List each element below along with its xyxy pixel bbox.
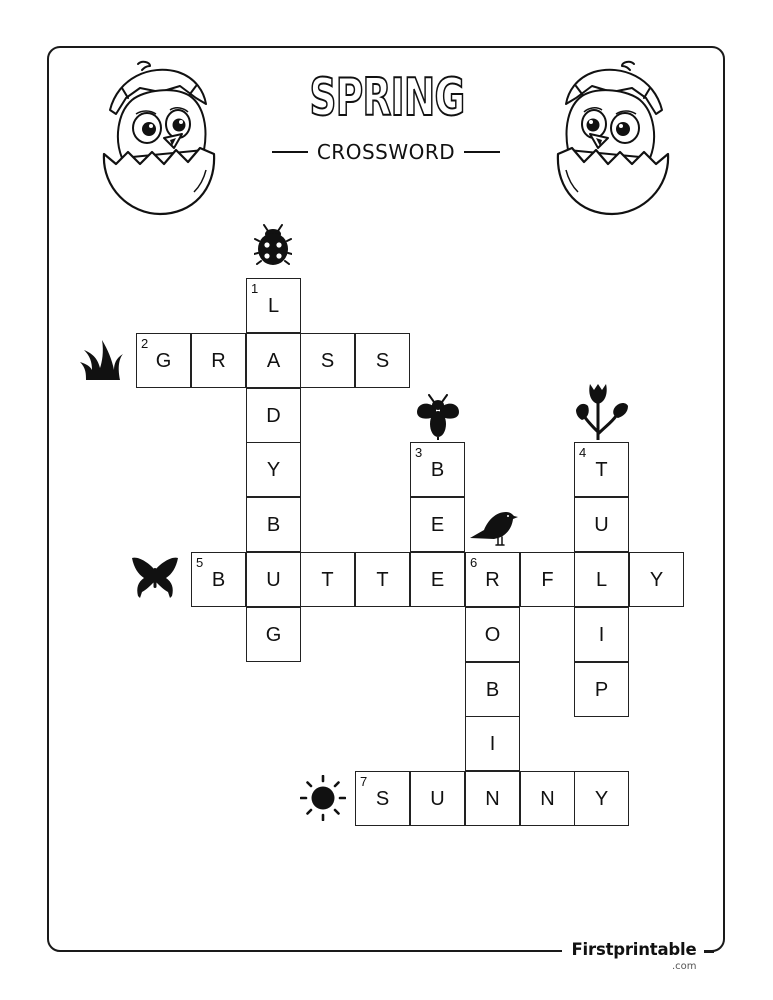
brand-tld: .com — [672, 961, 697, 972]
butterfly-icon — [130, 556, 180, 600]
cell-letter: L — [267, 295, 280, 317]
crossword-cell[interactable] — [410, 771, 465, 826]
cell-letter: T — [321, 569, 334, 591]
cell-letter: T — [595, 459, 608, 481]
cell-letter: B — [211, 569, 226, 591]
cell-letter: T — [376, 569, 389, 591]
brand-logo — [566, 940, 702, 960]
crossword-cell[interactable] — [574, 662, 629, 717]
cell-letter: O — [484, 624, 501, 646]
hatching-chick-icon — [100, 58, 220, 218]
clue-number: 3 — [415, 445, 423, 460]
crossword-cell[interactable] — [300, 552, 355, 607]
bird-icon — [470, 510, 518, 548]
crossword-cell[interactable] — [410, 552, 465, 607]
crossword-cell[interactable] — [136, 333, 191, 388]
clue-number: 1 — [251, 281, 259, 296]
cell-letter: S — [320, 350, 335, 372]
crossword-cell[interactable] — [465, 662, 520, 717]
clue-number: 7 — [360, 774, 368, 789]
crossword-cell[interactable] — [574, 552, 629, 607]
cell-letter: B — [485, 679, 500, 701]
cell-letter: N — [540, 788, 555, 810]
cell-letter: R — [485, 569, 500, 591]
clue-number: 4 — [579, 445, 587, 460]
brand-name: Firstprintable — [571, 940, 697, 959]
crossword-cell[interactable] — [574, 442, 629, 497]
cell-letter: E — [430, 569, 445, 591]
crossword-cell[interactable] — [355, 771, 410, 826]
crossword-cell[interactable] — [246, 552, 301, 607]
hatching-chick-icon-mirrored — [552, 58, 672, 218]
crossword-cell[interactable] — [465, 552, 520, 607]
crossword-cell[interactable] — [246, 442, 301, 497]
cell-letter: R — [211, 350, 226, 372]
page-title: SPRING — [309, 68, 465, 128]
grass-icon — [80, 340, 124, 382]
ladybug-icon — [254, 223, 292, 267]
crossword-cell[interactable] — [355, 552, 410, 607]
clue-number: 2 — [141, 336, 149, 351]
cell-letter: A — [266, 350, 281, 372]
crossword-cell[interactable] — [520, 771, 575, 826]
crossword-cell[interactable] — [246, 497, 301, 552]
cell-letter: I — [489, 733, 496, 755]
crossword-cell[interactable] — [465, 716, 520, 771]
crossword-cell[interactable] — [246, 607, 301, 662]
crossword-cell[interactable] — [465, 771, 520, 826]
cell-letter: U — [430, 788, 445, 810]
crossword-cell[interactable] — [465, 607, 520, 662]
clue-number: 5 — [196, 555, 204, 570]
crossword-cell[interactable] — [355, 333, 410, 388]
crossword-cell[interactable] — [246, 333, 301, 388]
subtitle-row — [272, 140, 500, 164]
tulip-icon — [574, 382, 630, 440]
crossword-cell[interactable] — [574, 497, 629, 552]
cell-letter: Y — [266, 459, 281, 481]
crossword-cell[interactable] — [574, 607, 629, 662]
cell-letter: F — [541, 569, 554, 591]
cell-letter: P — [594, 679, 609, 701]
subtitle-rule-right — [464, 151, 500, 153]
crossword-cell[interactable] — [629, 552, 684, 607]
crossword-cell[interactable] — [191, 552, 246, 607]
cell-letter: E — [430, 514, 445, 536]
crossword-cell[interactable] — [246, 388, 301, 443]
crossword-cell[interactable] — [246, 278, 301, 333]
sun-icon — [300, 775, 346, 821]
cell-letter: I — [598, 624, 605, 646]
cell-letter: S — [375, 788, 390, 810]
crossword-cell[interactable] — [574, 771, 629, 826]
cell-letter: N — [485, 788, 500, 810]
page-subtitle: CROSSWORD — [316, 140, 456, 164]
cell-letter: G — [265, 624, 282, 646]
cell-letter: B — [266, 514, 281, 536]
cell-letter: G — [155, 350, 172, 372]
crossword-cell[interactable] — [191, 333, 246, 388]
subtitle-rule-left — [272, 151, 308, 153]
brand-rule-right — [704, 951, 714, 953]
cell-letter: S — [375, 350, 390, 372]
crossword-cell[interactable] — [410, 497, 465, 552]
cell-letter: B — [430, 459, 445, 481]
crossword-cell[interactable] — [410, 442, 465, 497]
crossword-cell[interactable] — [300, 333, 355, 388]
cell-letter: U — [266, 569, 281, 591]
cell-letter: Y — [649, 569, 664, 591]
crossword-cell[interactable] — [520, 552, 575, 607]
cell-letter: D — [266, 405, 281, 427]
bee-icon — [415, 394, 461, 440]
clue-number: 6 — [470, 555, 478, 570]
cell-letter: L — [595, 569, 608, 591]
cell-letter: Y — [594, 788, 609, 810]
cell-letter: U — [594, 514, 609, 536]
